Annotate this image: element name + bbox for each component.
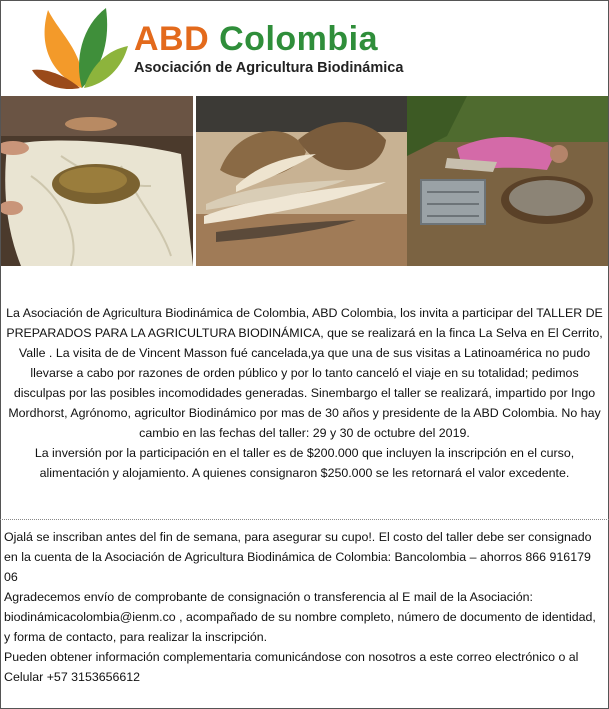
- workshop-info: [4, 303, 605, 483]
- brand-name: [134, 20, 378, 59]
- contact-paragraph: Pueden obtener información complementaria comunicándose con nosotros a este correo electrónico o al Celular +57 3153656612: [4, 650, 579, 684]
- brand-colombia: Colombia: [219, 20, 379, 58]
- compost-on-cloth-photo: [1, 96, 193, 266]
- header: [0, 0, 609, 96]
- brand-abd: ABD: [134, 20, 210, 58]
- cow-horns-photo: [196, 96, 407, 266]
- brand-tagline: Asociación de Agricultura Biodinámica: [134, 60, 404, 76]
- leaf-logo-icon: [30, 4, 130, 94]
- workshop-paragraph: La Asociación de Agricultura Biodinámica de Colombia, ABD Colombia, los invita a participar del TALLER DE PREPARADOS PARA LA AGRICULTURA BIODINÁMICA, que se realizará en la finca La Selva en El Cerrito, Valle . La visita de de Vincent Masson fué cancelada,ya que una de sus visitas a Latinoamérica no pudo llevarse a cabo por razones de orden público y por lo tanto canceló el viaje en su totalidad; pedimos disculpas por las posibles incomodidades generadas. Sinembargo el taller se realizará, impartido por Ingo Mordhorst, Agrónomo, agricultor Biodinámico por mas de 30 años y presidente de la ABD Colombia. No hay cambio en las fechas del taller: 29 y 30 de octubre del 2019.: [6, 306, 603, 440]
- section-divider: [0, 519, 609, 520]
- investment-paragraph: La inversión por la participación en el taller es de $200.000 que incluyen la inscripción en el curso, alimentación y alojamiento. A quienes consignaron $250.000 se les retornará el valor excedente.: [34, 446, 575, 480]
- receipt-paragraph: Agradecemos envío de comprobante de consignación o transferencia al E mail de la Asociación: biodinámicacolombia@ienm.co , acompañado de su nombre completo, número de documento de identidad, y forma de contacto, para realizar la inscripción.: [4, 590, 596, 644]
- photo-strip: [1, 96, 608, 266]
- payment-info: [4, 527, 604, 687]
- burying-horns-photo: [407, 96, 608, 266]
- payment-paragraph: Ojalá se inscriban antes del fin de semana, para asegurar su cupo!. El costo del taller debe ser consignado en la cuenta de la Asociación de Agricultura Biodinámica de Colombia: Bancolombia – ahorros 866 916179 06: [4, 530, 592, 584]
